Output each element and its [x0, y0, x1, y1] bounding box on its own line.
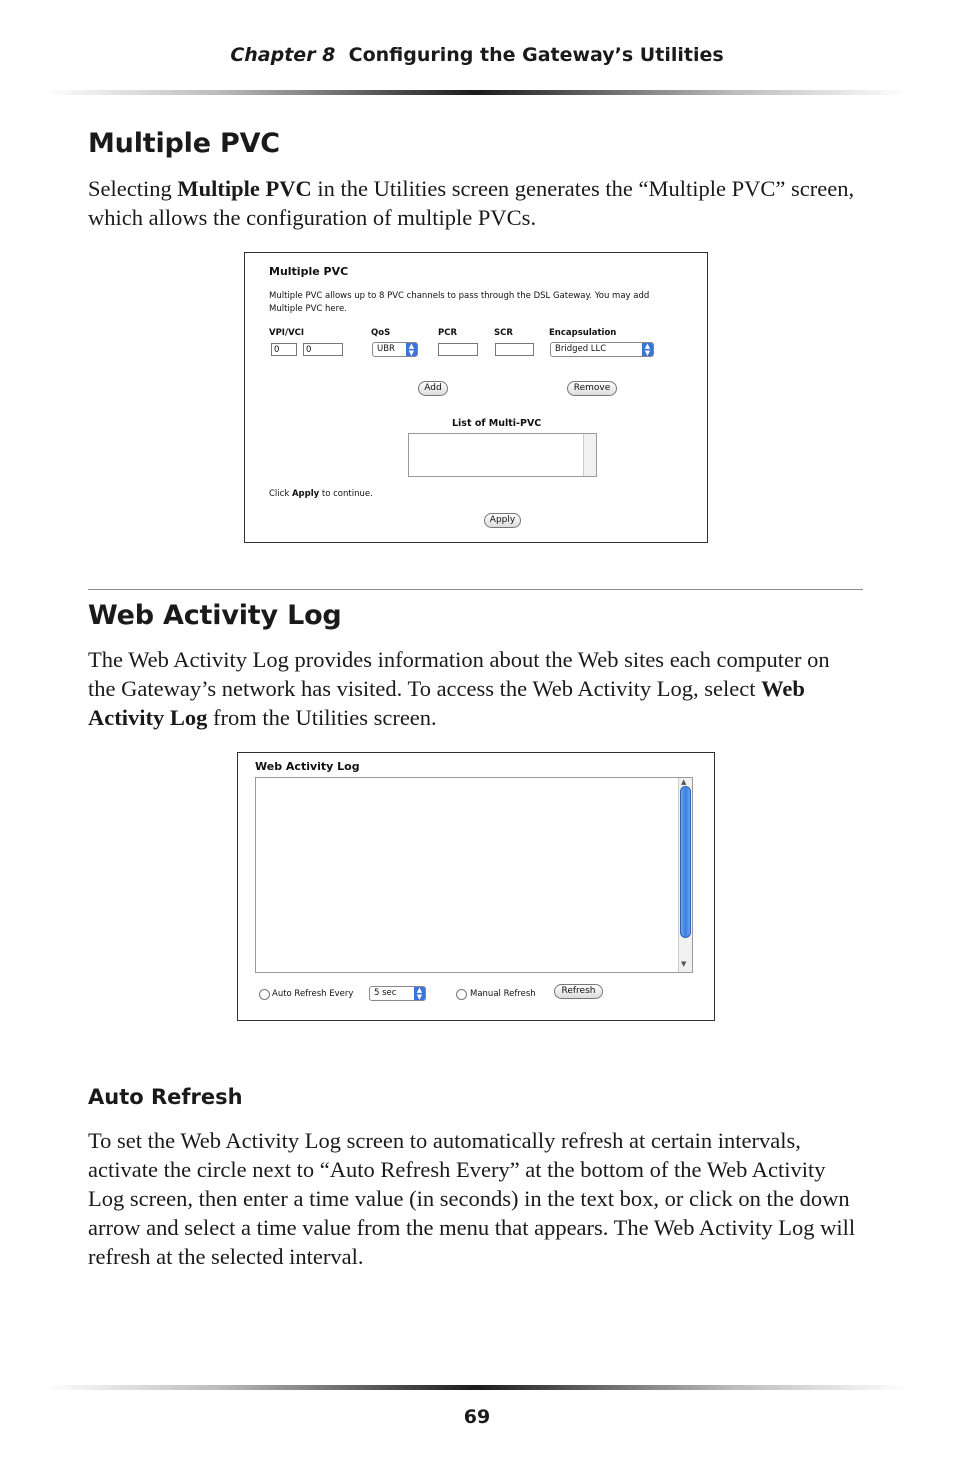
scr-input[interactable]	[495, 343, 534, 356]
multi-pvc-list-label: List of Multi-PVC	[452, 418, 542, 429]
page-number: 69	[463, 1406, 491, 1428]
section-heading-web-activity-log: Web Activity Log	[88, 600, 342, 631]
para-text: in the Utilities screen generates the “Multiple PVC” screen, which allows the configuration of multiple PVCs.	[88, 176, 855, 230]
pvc-description-line1: Multiple PVC allows up to 8 PVC channels to pass through the DSL Gateway. You may add	[269, 291, 650, 301]
listbox-scrollbar[interactable]	[583, 434, 596, 476]
subsection-heading-auto-refresh: Auto Refresh	[88, 1085, 243, 1109]
chapter-title: Configuring the Gateway’s Utilities	[348, 44, 724, 66]
col-label-pcr: PCR	[438, 328, 458, 338]
manual-refresh-label: Manual Refresh	[470, 989, 536, 999]
vci-input[interactable]: 0	[303, 343, 343, 356]
col-label-scr: SCR	[494, 328, 513, 338]
multi-pvc-listbox[interactable]	[408, 433, 597, 477]
chapter-label: Chapter 8	[230, 44, 336, 66]
col-label-encapsulation: Encapsulation	[549, 328, 617, 338]
manual-refresh-radio[interactable]	[456, 989, 467, 1000]
para-bold-text: Multiple PVC	[177, 176, 312, 201]
select-arrows-icon: ▲ ▼	[414, 987, 425, 1000]
header-rule	[44, 90, 908, 95]
scroll-up-icon[interactable]: ▲	[681, 778, 687, 786]
encapsulation-select-value: Bridged LLC	[555, 344, 607, 354]
pcr-input[interactable]	[438, 343, 478, 356]
running-header	[0, 44, 954, 66]
para-text: The Web Activity Log provides information about the Web sites each computer on the Gateway’s network has visited. To access the Web Activity Log, select	[88, 647, 830, 701]
remove-button[interactable]: Remove	[567, 381, 617, 396]
multiple-pvc-screen	[244, 252, 708, 543]
multiple-pvc-paragraph	[88, 174, 868, 232]
web-activity-log-paragraph	[88, 645, 838, 732]
refresh-interval-select[interactable]	[369, 986, 426, 1001]
auto-refresh-radio[interactable]	[259, 989, 270, 1000]
scroll-down-icon[interactable]: ▼	[681, 960, 687, 968]
add-button[interactable]: Add	[418, 381, 448, 396]
web-activity-log-screen	[237, 752, 715, 1021]
select-arrows-icon: ▲ ▼	[642, 343, 653, 356]
qos-select[interactable]	[372, 342, 418, 357]
instruction-bold-text: Apply	[291, 489, 320, 499]
scroll-thumb[interactable]	[680, 786, 691, 938]
pvc-screen-title: Multiple PVC	[269, 265, 349, 278]
apply-instruction	[269, 489, 373, 499]
auto-refresh-label: Auto Refresh Every	[272, 989, 354, 999]
para-bold-text: Web Activity Log	[88, 676, 805, 730]
col-label-qos: QoS	[371, 328, 391, 338]
refresh-button[interactable]: Refresh	[554, 984, 603, 999]
para-text: Selecting	[88, 176, 178, 201]
qos-select-value: UBR	[377, 344, 395, 354]
footer-rule	[44, 1385, 908, 1390]
wal-screen-title: Web Activity Log	[255, 760, 360, 773]
pvc-description-line2: Multiple PVC here.	[269, 304, 347, 314]
select-arrows-icon: ▲ ▼	[406, 343, 417, 356]
section-divider	[88, 589, 863, 590]
apply-button[interactable]: Apply	[484, 513, 521, 528]
vpi-input[interactable]: 0	[271, 343, 297, 356]
instruction-text: Click	[269, 489, 292, 499]
auto-refresh-paragraph: To set the Web Activity Log screen to automatically refresh at certain intervals, activate the circle next to “Auto Refresh Every” at the bottom of the Web Activity Log screen, then enter a time value (in seconds) in the text box, or click on the down arrow and select a time value from the menu that appears. The Web Activity Log will refresh at the selected interval.	[88, 1128, 856, 1269]
activity-log-textarea[interactable]	[255, 777, 693, 973]
col-label-vpi-vci: VPI/VCI	[269, 328, 305, 338]
encapsulation-select[interactable]	[550, 342, 654, 357]
refresh-interval-value: 5 sec	[374, 988, 397, 998]
instruction-text: to continue.	[319, 489, 373, 499]
log-scrollbar[interactable]	[678, 778, 692, 972]
para-text: from the Utilities screen.	[207, 705, 437, 730]
section-heading-multiple-pvc: Multiple PVC	[88, 128, 280, 159]
